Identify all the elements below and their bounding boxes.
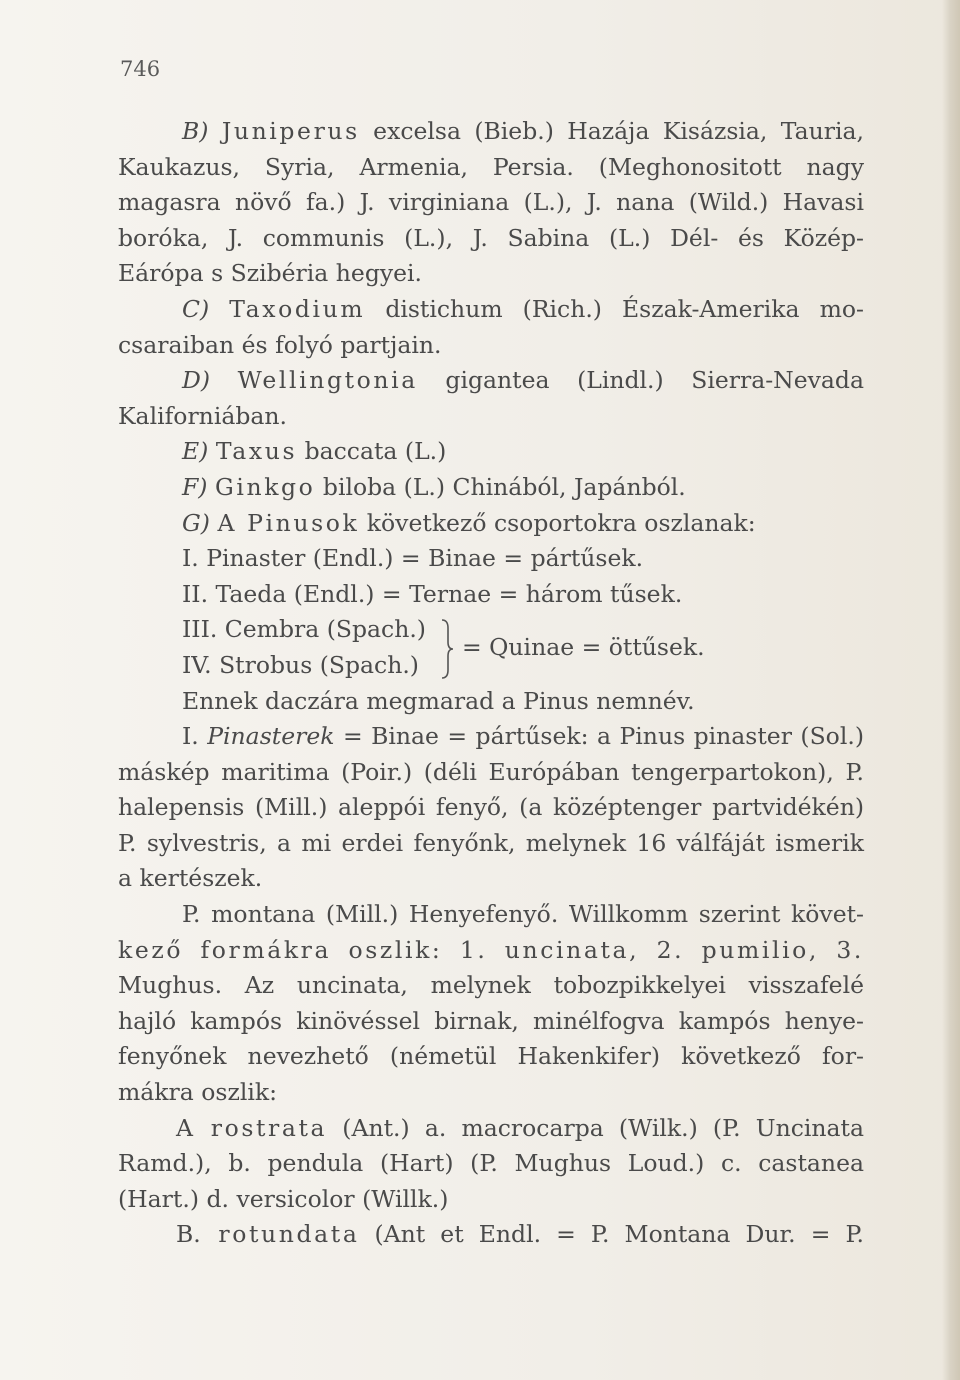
- text-line: IV. Strobus (Spach.): [182, 650, 419, 679]
- text-line: Eárópa s Szibéria hegyei.: [118, 259, 423, 288]
- text-line: Ennek daczára megmarad a Pinus nemnév.: [182, 686, 695, 715]
- curly-brace: [436, 618, 456, 680]
- text-line: boróka, J. communis (L.), J. Sabina (L.) Dél- és Közép-: [118, 223, 864, 252]
- text-line: hajló kampós kinövéssel birnak, minélfogva kampós henye-: [118, 1006, 864, 1035]
- genus-name: Wellingtonia: [237, 366, 418, 395]
- text-line: II. Taeda (Endl.) = Ternae = három tűsek.: [182, 579, 683, 608]
- group-name: Pinasterek: [207, 722, 335, 751]
- text-line: [118, 470, 864, 506]
- page-edge-shadow: [942, 0, 960, 1380]
- line-text: excelsa (Bieb.) Hazája Kisázsia, Tauria,: [359, 117, 864, 145]
- text-line: [118, 506, 864, 542]
- text-line: a kertészek.: [118, 864, 263, 893]
- text-line: [118, 1217, 864, 1253]
- group-name: A Pinusok: [217, 508, 360, 537]
- line-text: = Binae = pártűsek: a Pinus pinaster (Sol.): [334, 722, 864, 751]
- text-line: [118, 1111, 864, 1147]
- section-label: F): [182, 472, 208, 501]
- variety-name: rostrata: [192, 1113, 328, 1142]
- text-line: P. sylvestris, a mi erdei fenyőnk, melynek 16 válfáját ismerik: [118, 828, 864, 857]
- text-line: [118, 434, 864, 470]
- text-line: magasra növő fa.) J. virginiana (L.), J. nana (Wild.) Havasi: [118, 188, 864, 217]
- text-line: III. Cembra (Spach.): [182, 615, 426, 644]
- section-label: D): [182, 366, 211, 395]
- line-text: (Ant.) a. macrocarpa (Wilk.) (P. Uncinata: [327, 1113, 864, 1142]
- genus-name: Juniperus: [221, 117, 360, 145]
- text-line: [118, 114, 864, 150]
- body-text: [118, 114, 864, 1253]
- text-line: Mughus. Az uncinata, melynek tobozpikkelyei visszafelé: [118, 971, 864, 1000]
- grouped-lines: [118, 612, 864, 683]
- text-line: máskép maritima (Poir.) (déli Európában tengerpartokon), P.: [118, 757, 864, 786]
- text-line: I. Pinaster (Endl.) = Binae = pártűsek.: [182, 544, 644, 573]
- text-line: [118, 363, 864, 399]
- genus-name: Taxodium: [229, 294, 366, 323]
- text-line: [118, 292, 864, 328]
- text-line: Kaukazus, Syria, Armenia, Persia. (Meghonositott nagy: [118, 152, 864, 181]
- text-line: mákra oszlik:: [118, 1078, 278, 1107]
- line-text: I.: [182, 722, 208, 751]
- group-result: = Quinae = öttűsek.: [462, 633, 705, 662]
- section-label: G): [182, 508, 210, 537]
- text-line: P. montana (Mill.) Henyefenyő. Willkomm szerint követ-: [182, 900, 864, 929]
- line-text: B.: [176, 1220, 201, 1249]
- text-line: csaraiban és folyó partjain.: [118, 330, 442, 359]
- line-text: biloba (L.) Chinából, Japánból.: [315, 472, 686, 501]
- line-text: A: [176, 1113, 193, 1142]
- line-text: distichum (Rich.) Észak-Amerika mo-: [365, 294, 864, 323]
- text-line: (Hart.) d. versicolor (Willk.): [118, 1184, 449, 1213]
- section-label: B): [182, 117, 209, 145]
- section-label: C): [182, 294, 210, 323]
- line-text: következő csoportokra oszlanak:: [359, 508, 756, 537]
- line-text: (Ant et Endl. = P. Montana Dur. = P.: [359, 1220, 864, 1249]
- line-text: baccata (L.): [297, 437, 447, 466]
- text-line: kező formákra oszlik: 1. uncinata, 2. pumilio, 3.: [118, 935, 864, 964]
- genus-name: Taxus: [215, 437, 298, 466]
- text-line: Ramd.), b. pendula (Hart) (P. Mughus Loud.) c. castanea: [118, 1149, 864, 1178]
- section-label: E): [182, 437, 209, 466]
- text-line: halepensis (Mill.) aleppói fenyő, (a középtenger partvidékén): [118, 793, 864, 822]
- variety-name: rotundata: [200, 1220, 360, 1249]
- page-number: 746: [120, 57, 161, 81]
- text-line: Kaliforniában.: [118, 401, 287, 430]
- text-line: [118, 719, 864, 755]
- text-line: fenyőnek nevezhető (németül Hakenkifer) következő for-: [118, 1042, 864, 1071]
- line-text: gigantea (Lindl.) Sierra-Nevada: [417, 366, 864, 395]
- genus-name: Ginkgo: [214, 472, 316, 501]
